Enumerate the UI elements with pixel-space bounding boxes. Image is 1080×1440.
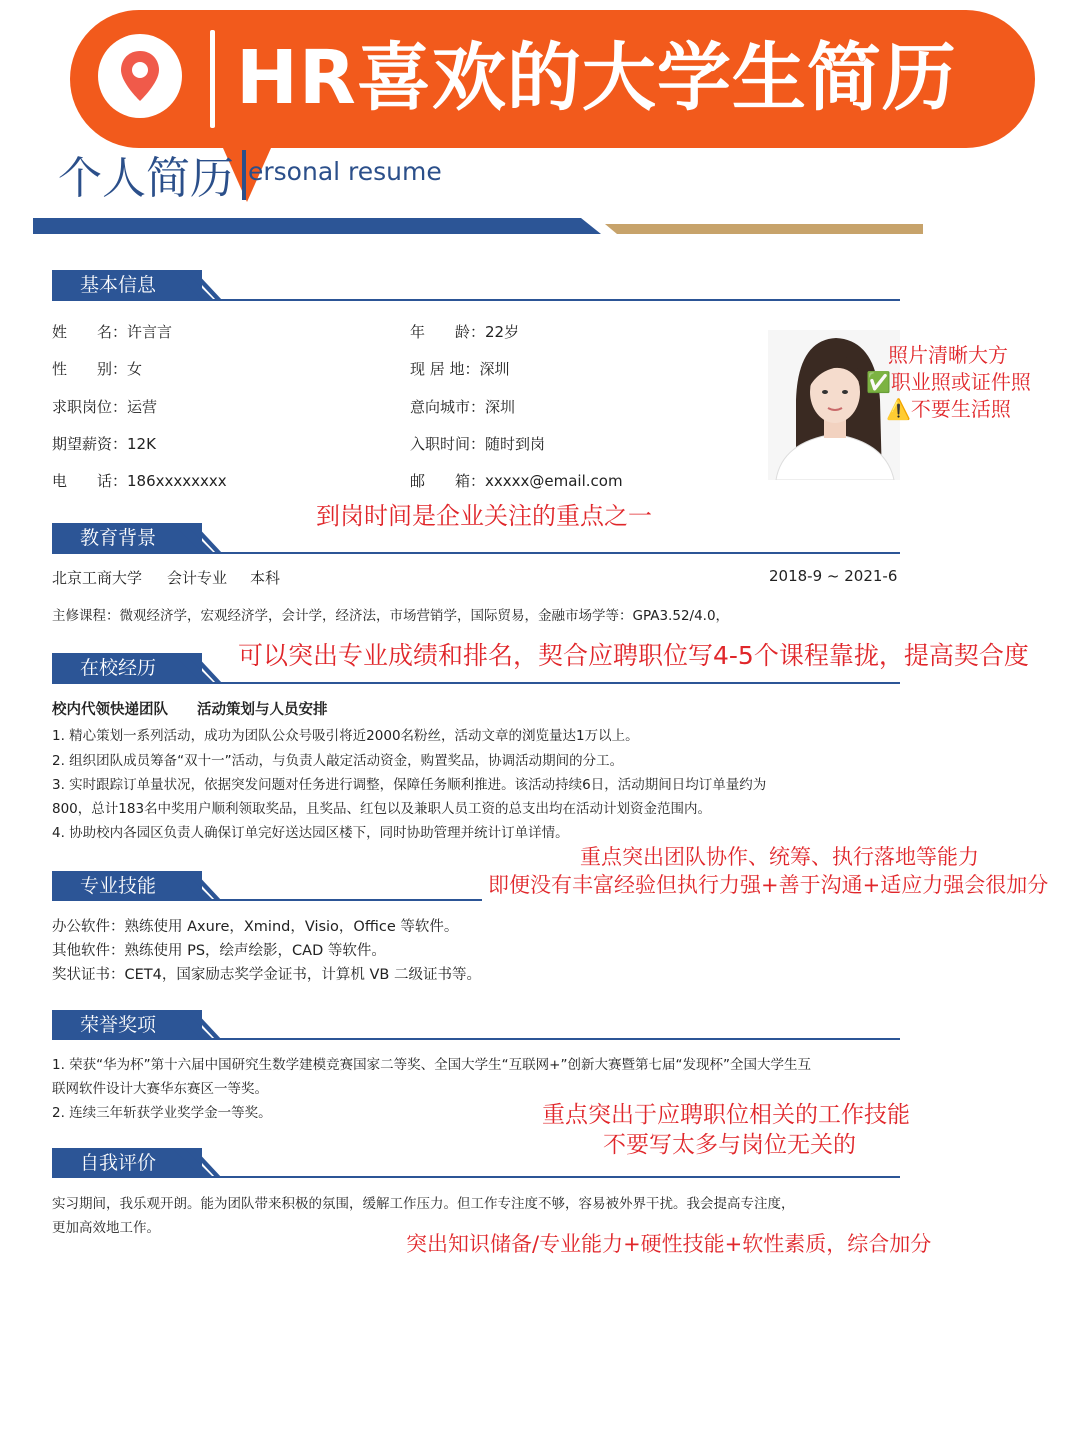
campus-item: 800，总计183名中奖用户顺利领取奖品，且奖品、红包以及兼职人员工资的总支出均在活动计划资金范围内。 <box>52 801 712 817</box>
skill-office: 办公软件：熟练使用 Axure，Xmind，Visio，Office 等软件。 <box>52 919 459 935</box>
title-divider <box>242 150 246 200</box>
note-campus-1: 重点突出团队协作、统筹、执行落地等能力 <box>580 845 979 869</box>
email-field: 邮 箱：xxxxx@email.com <box>410 472 623 490</box>
note-self-eval: 突出知识储备/专业能力+硬性技能+软性素质，综合加分 <box>406 1232 932 1256</box>
edu-degree: 本科 <box>250 569 281 587</box>
section-chevron <box>172 523 222 554</box>
section-basic-info: 基本信息 <box>52 270 202 300</box>
section-chevron <box>172 653 222 684</box>
section-honors: 荣誉奖项 <box>52 1010 202 1040</box>
edu-period: 2018-9 ~ 2021-6 <box>769 567 898 585</box>
gender-field: 性 别：女 <box>52 360 143 378</box>
banner-divider <box>210 30 215 128</box>
resume-title: 个人简历 <box>58 153 234 204</box>
note-courses: 可以突出专业成绩和排名，契合应聘职位写4-5个课程靠拢，提高契合度 <box>238 641 1029 670</box>
name-field: 姓 名：许言言 <box>52 323 173 341</box>
edu-courses: 主修课程：微观经济学，宏观经济学，会计学，经济法，市场营销学，国际贸易，金融市场学等：GPA3.52/4.0， <box>52 608 730 624</box>
honor-item: 2. 连续三年斩获学业奖学金一等奖。 <box>52 1105 272 1121</box>
campus-item: 3. 实时跟踪订单量状况，依据突发问题对任务进行调整，保障任务顺利推进。该活动持续6日，活动期间日均订单量约为 <box>52 777 767 793</box>
section-chevron <box>172 871 222 902</box>
self-eval-line: 实习期间，我乐观开朗。能为团队带来积极的氛围，缓解工作压力。但工作专注度不够，容易被外界干扰。我会提高专注度， <box>52 1196 795 1212</box>
header-stripe <box>33 214 923 238</box>
honor-item: 联网软件设计大赛华东赛区一等奖。 <box>52 1081 268 1097</box>
section-line <box>52 299 900 301</box>
section-line <box>52 552 900 554</box>
campus-item: 4. 协助校内各园区负责人确保订单完好送达园区楼下，同时协助管理并统计订单详情。 <box>52 825 569 841</box>
campus-org: 校内代领快递团队 <box>52 702 168 718</box>
skill-other: 其他软件：熟练使用 PS，绘声绘影，CAD 等软件。 <box>52 943 386 959</box>
campus-item: 1. 精心策划一系列活动，成功为团队公众号吸引将近2000名粉丝，活动文章的浏览量达1万以上。 <box>52 728 639 744</box>
note-honors-2: 不要写太多与岗位无关的 <box>603 1132 856 1158</box>
note-campus-2: 即便没有丰富经验但执行力强+善于沟通+适应力强会很加分 <box>488 873 1049 897</box>
city-field: 意向城市：深圳 <box>410 398 516 416</box>
position-field: 求职岗位：运营 <box>52 398 158 416</box>
age-field: 年 龄：22岁 <box>410 323 520 341</box>
section-chevron <box>172 270 222 301</box>
profile-photo <box>768 330 900 480</box>
banner-title: HR喜欢的大学生简历 <box>236 35 957 121</box>
edu-school: 北京工商大学 <box>52 569 143 587</box>
start-date-field: 入职时间：随时到岗 <box>410 435 546 453</box>
note-photo-1: 照片清晰大方 <box>888 343 1008 367</box>
section-chevron <box>172 1148 222 1179</box>
section-chevron <box>172 1010 222 1041</box>
note-honors-1: 重点突出于应聘职位相关的工作技能 <box>542 1102 910 1128</box>
skill-certs: 奖状证书：CET4，国家励志奖学金证书，计算机 VB 二级证书等。 <box>52 967 481 983</box>
note-photo-3: ⚠️不要生活照 <box>886 397 1011 421</box>
location-pin-icon <box>98 34 182 118</box>
campus-item: 2. 组织团队成员筹备“双十一”活动，与负责人敲定活动资金，购置奖品，协调活动期间的分工。 <box>52 753 624 769</box>
location-field: 现 居 地：深圳 <box>410 360 510 378</box>
honor-item: 1. 荣获“华为杯”第十六届中国研究生数学建模竞赛国家二等奖、全国大学生“互联网+”创新大赛暨第七届“发现杯”全国大学生互 <box>52 1057 811 1073</box>
section-self-eval: 自我评价 <box>52 1148 202 1178</box>
self-eval-line: 更加高效地工作。 <box>52 1220 160 1236</box>
section-line <box>52 1176 900 1178</box>
note-photo-2: ✅职业照或证件照 <box>866 370 1031 394</box>
campus-role: 活动策划与人员安排 <box>197 702 328 718</box>
section-line <box>52 1038 900 1040</box>
section-line <box>52 899 482 901</box>
section-education: 教育背景 <box>52 523 202 553</box>
note-arrival: 到岗时间是企业关注的重点之一 <box>316 502 652 530</box>
section-line <box>52 682 900 684</box>
edu-major: 会计专业 <box>167 569 228 587</box>
section-campus: 在校经历 <box>52 653 202 683</box>
phone-field: 电 话：186xxxxxxxx <box>52 472 227 490</box>
section-skills: 专业技能 <box>52 871 202 901</box>
resume-subtitle: ersonal resume <box>248 157 442 186</box>
salary-field: 期望薪资：12K <box>52 435 156 453</box>
